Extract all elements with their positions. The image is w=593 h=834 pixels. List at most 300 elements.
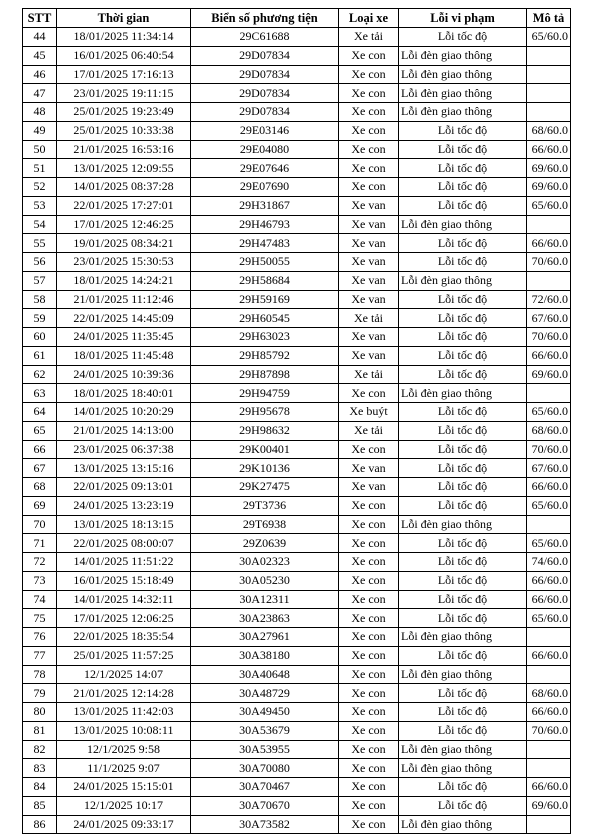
cell-plate: 30A27961 bbox=[191, 628, 339, 647]
cell-stt: 83 bbox=[23, 759, 57, 778]
table-body bbox=[23, 28, 571, 834]
cell-type: Xe buýt bbox=[339, 403, 399, 422]
cell-time: 18/01/2025 14:24:21 bbox=[57, 271, 191, 290]
table-row bbox=[23, 140, 571, 159]
cell-type: Xe con bbox=[339, 721, 399, 740]
cell-plate: 29C61688 bbox=[191, 28, 339, 47]
cell-plate: 29Z0639 bbox=[191, 534, 339, 553]
cell-stt: 46 bbox=[23, 65, 57, 84]
cell-time: 11/1/2025 9:07 bbox=[57, 759, 191, 778]
cell-time: 21/01/2025 16:53:16 bbox=[57, 140, 191, 159]
cell-plate: 30A12311 bbox=[191, 590, 339, 609]
cell-stt: 45 bbox=[23, 46, 57, 65]
table-row bbox=[23, 478, 571, 497]
cell-type: Xe con bbox=[339, 159, 399, 178]
cell-time: 18/01/2025 18:40:01 bbox=[57, 384, 191, 403]
cell-desc: 65/60.0 bbox=[527, 534, 571, 553]
cell-time: 13/01/2025 12:09:55 bbox=[57, 159, 191, 178]
cell-plate: 30A23863 bbox=[191, 609, 339, 628]
cell-plate: 29D07834 bbox=[191, 46, 339, 65]
cell-stt: 84 bbox=[23, 778, 57, 797]
cell-time: 24/01/2025 09:33:17 bbox=[57, 815, 191, 834]
cell-stt: 54 bbox=[23, 215, 57, 234]
cell-type: Xe con bbox=[339, 759, 399, 778]
cell-viol: Lỗi đèn giao thông bbox=[399, 65, 527, 84]
cell-time: 18/01/2025 11:45:48 bbox=[57, 346, 191, 365]
table-row bbox=[23, 553, 571, 572]
cell-plate: 29H60545 bbox=[191, 309, 339, 328]
cell-type: Xe tải bbox=[339, 28, 399, 47]
cell-time: 25/01/2025 11:57:25 bbox=[57, 646, 191, 665]
cell-type: Xe con bbox=[339, 740, 399, 759]
cell-time: 17/01/2025 17:16:13 bbox=[57, 65, 191, 84]
table-row bbox=[23, 609, 571, 628]
cell-desc: 66/60.0 bbox=[527, 234, 571, 253]
cell-stt: 61 bbox=[23, 346, 57, 365]
cell-type: Xe con bbox=[339, 703, 399, 722]
cell-desc: 70/60.0 bbox=[527, 721, 571, 740]
cell-stt: 86 bbox=[23, 815, 57, 834]
cell-desc bbox=[527, 515, 571, 534]
cell-desc: 72/60.0 bbox=[527, 290, 571, 309]
cell-desc: 68/60.0 bbox=[527, 684, 571, 703]
table-row bbox=[23, 65, 571, 84]
cell-type: Xe con bbox=[339, 815, 399, 834]
cell-plate: 29H63023 bbox=[191, 328, 339, 347]
cell-desc: 65/60.0 bbox=[527, 609, 571, 628]
table-row bbox=[23, 515, 571, 534]
cell-plate: 30A49450 bbox=[191, 703, 339, 722]
header-violation: Lỗi vi phạm bbox=[399, 9, 527, 28]
cell-stt: 77 bbox=[23, 646, 57, 665]
cell-desc: 68/60.0 bbox=[527, 421, 571, 440]
cell-time: 23/01/2025 19:11:15 bbox=[57, 84, 191, 103]
cell-type: Xe van bbox=[339, 459, 399, 478]
cell-type: Xe van bbox=[339, 478, 399, 497]
cell-time: 14/01/2025 14:32:11 bbox=[57, 590, 191, 609]
cell-time: 25/01/2025 19:23:49 bbox=[57, 103, 191, 122]
cell-stt: 80 bbox=[23, 703, 57, 722]
cell-desc: 70/60.0 bbox=[527, 253, 571, 272]
table-row bbox=[23, 309, 571, 328]
cell-stt: 66 bbox=[23, 440, 57, 459]
cell-time: 23/01/2025 06:37:38 bbox=[57, 440, 191, 459]
cell-viol: Lỗi đèn giao thông bbox=[399, 515, 527, 534]
table-header bbox=[23, 9, 571, 28]
cell-viol: Lỗi tốc độ bbox=[399, 609, 527, 628]
cell-desc bbox=[527, 271, 571, 290]
cell-stt: 72 bbox=[23, 553, 57, 572]
cell-stt: 53 bbox=[23, 196, 57, 215]
cell-stt: 74 bbox=[23, 590, 57, 609]
cell-desc bbox=[527, 665, 571, 684]
cell-viol: Lỗi tốc độ bbox=[399, 159, 527, 178]
cell-time: 22/01/2025 17:27:01 bbox=[57, 196, 191, 215]
cell-plate: 30A05230 bbox=[191, 571, 339, 590]
cell-desc: 66/60.0 bbox=[527, 346, 571, 365]
cell-time: 14/01/2025 08:37:28 bbox=[57, 178, 191, 197]
cell-plate: 29E07690 bbox=[191, 178, 339, 197]
cell-type: Xe con bbox=[339, 628, 399, 647]
cell-plate: 29D07834 bbox=[191, 84, 339, 103]
cell-viol: Lỗi tốc độ bbox=[399, 534, 527, 553]
cell-viol: Lỗi tốc độ bbox=[399, 703, 527, 722]
cell-plate: 29H47483 bbox=[191, 234, 339, 253]
cell-plate: 29D07834 bbox=[191, 103, 339, 122]
cell-plate: 29K27475 bbox=[191, 478, 339, 497]
cell-type: Xe con bbox=[339, 121, 399, 140]
cell-type: Xe van bbox=[339, 253, 399, 272]
cell-desc: 65/60.0 bbox=[527, 403, 571, 422]
cell-type: Xe con bbox=[339, 796, 399, 815]
cell-plate: 29E04080 bbox=[191, 140, 339, 159]
table-row bbox=[23, 778, 571, 797]
cell-viol: Lỗi tốc độ bbox=[399, 421, 527, 440]
cell-stt: 73 bbox=[23, 571, 57, 590]
cell-plate: 29H94759 bbox=[191, 384, 339, 403]
cell-stt: 75 bbox=[23, 609, 57, 628]
cell-viol: Lỗi tốc độ bbox=[399, 290, 527, 309]
table-row bbox=[23, 740, 571, 759]
cell-desc: 66/60.0 bbox=[527, 140, 571, 159]
cell-desc: 67/60.0 bbox=[527, 309, 571, 328]
cell-plate: 30A70080 bbox=[191, 759, 339, 778]
cell-plate: 29H31867 bbox=[191, 196, 339, 215]
cell-stt: 58 bbox=[23, 290, 57, 309]
cell-stt: 50 bbox=[23, 140, 57, 159]
cell-stt: 62 bbox=[23, 365, 57, 384]
cell-viol: Lỗi đèn giao thông bbox=[399, 215, 527, 234]
cell-viol: Lỗi đèn giao thông bbox=[399, 271, 527, 290]
cell-desc: 65/60.0 bbox=[527, 28, 571, 47]
cell-time: 12/1/2025 9:58 bbox=[57, 740, 191, 759]
cell-plate: 29H58684 bbox=[191, 271, 339, 290]
table-row bbox=[23, 721, 571, 740]
cell-viol: Lỗi đèn giao thông bbox=[399, 815, 527, 834]
cell-stt: 59 bbox=[23, 309, 57, 328]
cell-type: Xe con bbox=[339, 515, 399, 534]
table-row bbox=[23, 459, 571, 478]
cell-plate: 30A70467 bbox=[191, 778, 339, 797]
cell-type: Xe con bbox=[339, 534, 399, 553]
cell-viol: Lỗi tốc độ bbox=[399, 721, 527, 740]
cell-viol: Lỗi tốc độ bbox=[399, 328, 527, 347]
table-row bbox=[23, 328, 571, 347]
cell-time: 17/01/2025 12:46:25 bbox=[57, 215, 191, 234]
cell-type: Xe con bbox=[339, 553, 399, 572]
cell-plate: 29H46793 bbox=[191, 215, 339, 234]
table-row bbox=[23, 796, 571, 815]
cell-stt: 63 bbox=[23, 384, 57, 403]
cell-stt: 52 bbox=[23, 178, 57, 197]
cell-viol: Lỗi đèn giao thông bbox=[399, 46, 527, 65]
table-row bbox=[23, 628, 571, 647]
cell-stt: 82 bbox=[23, 740, 57, 759]
table-row bbox=[23, 496, 571, 515]
cell-desc: 74/60.0 bbox=[527, 553, 571, 572]
table-row bbox=[23, 103, 571, 122]
header-plate: Biển số phương tiện bbox=[191, 9, 339, 28]
cell-plate: 30A53955 bbox=[191, 740, 339, 759]
cell-desc: 67/60.0 bbox=[527, 459, 571, 478]
cell-time: 21/01/2025 14:13:00 bbox=[57, 421, 191, 440]
cell-plate: 30A02323 bbox=[191, 553, 339, 572]
cell-stt: 85 bbox=[23, 796, 57, 815]
cell-time: 16/01/2025 06:40:54 bbox=[57, 46, 191, 65]
cell-time: 18/01/2025 11:34:14 bbox=[57, 28, 191, 47]
cell-type: Xe con bbox=[339, 609, 399, 628]
cell-desc bbox=[527, 103, 571, 122]
cell-time: 22/01/2025 08:00:07 bbox=[57, 534, 191, 553]
table-row bbox=[23, 346, 571, 365]
cell-stt: 55 bbox=[23, 234, 57, 253]
violations-table bbox=[22, 8, 571, 834]
cell-viol: Lỗi tốc độ bbox=[399, 196, 527, 215]
cell-plate: 29H85792 bbox=[191, 346, 339, 365]
cell-plate: 29T3736 bbox=[191, 496, 339, 515]
cell-stt: 78 bbox=[23, 665, 57, 684]
cell-viol: Lỗi tốc độ bbox=[399, 496, 527, 515]
cell-desc: 66/60.0 bbox=[527, 778, 571, 797]
table-row bbox=[23, 421, 571, 440]
cell-desc: 68/60.0 bbox=[527, 121, 571, 140]
cell-viol: Lỗi tốc độ bbox=[399, 796, 527, 815]
table-row bbox=[23, 365, 571, 384]
table-row bbox=[23, 46, 571, 65]
cell-viol: Lỗi tốc độ bbox=[399, 253, 527, 272]
table-row bbox=[23, 234, 571, 253]
cell-time: 16/01/2025 15:18:49 bbox=[57, 571, 191, 590]
table-row bbox=[23, 215, 571, 234]
cell-viol: Lỗi tốc độ bbox=[399, 121, 527, 140]
header-stt: STT bbox=[23, 9, 57, 28]
cell-time: 22/01/2025 18:35:54 bbox=[57, 628, 191, 647]
cell-type: Xe con bbox=[339, 384, 399, 403]
cell-time: 24/01/2025 13:23:19 bbox=[57, 496, 191, 515]
cell-plate: 30A38180 bbox=[191, 646, 339, 665]
cell-plate: 30A70670 bbox=[191, 796, 339, 815]
cell-desc: 66/60.0 bbox=[527, 590, 571, 609]
cell-time: 13/01/2025 13:15:16 bbox=[57, 459, 191, 478]
cell-stt: 57 bbox=[23, 271, 57, 290]
cell-desc: 69/60.0 bbox=[527, 178, 571, 197]
cell-plate: 29D07834 bbox=[191, 65, 339, 84]
table-row bbox=[23, 28, 571, 47]
table-row bbox=[23, 290, 571, 309]
cell-type: Xe van bbox=[339, 215, 399, 234]
cell-type: Xe tải bbox=[339, 309, 399, 328]
cell-desc bbox=[527, 84, 571, 103]
table-row bbox=[23, 271, 571, 290]
cell-stt: 79 bbox=[23, 684, 57, 703]
cell-desc bbox=[527, 215, 571, 234]
cell-type: Xe van bbox=[339, 234, 399, 253]
table-row bbox=[23, 665, 571, 684]
cell-time: 17/01/2025 12:06:25 bbox=[57, 609, 191, 628]
table-row bbox=[23, 571, 571, 590]
cell-viol: Lỗi tốc độ bbox=[399, 440, 527, 459]
table-row bbox=[23, 253, 571, 272]
cell-time: 12/1/2025 14:07 bbox=[57, 665, 191, 684]
header-row bbox=[23, 9, 571, 28]
cell-stt: 68 bbox=[23, 478, 57, 497]
cell-viol: Lỗi tốc độ bbox=[399, 553, 527, 572]
cell-plate: 29E03146 bbox=[191, 121, 339, 140]
cell-stt: 56 bbox=[23, 253, 57, 272]
cell-plate: 29H87898 bbox=[191, 365, 339, 384]
cell-viol: Lỗi tốc độ bbox=[399, 178, 527, 197]
cell-viol: Lỗi tốc độ bbox=[399, 28, 527, 47]
table-row bbox=[23, 384, 571, 403]
cell-viol: Lỗi đèn giao thông bbox=[399, 740, 527, 759]
cell-time: 14/01/2025 10:20:29 bbox=[57, 403, 191, 422]
cell-stt: 69 bbox=[23, 496, 57, 515]
cell-type: Xe con bbox=[339, 84, 399, 103]
cell-desc bbox=[527, 628, 571, 647]
cell-plate: 30A40648 bbox=[191, 665, 339, 684]
cell-type: Xe van bbox=[339, 290, 399, 309]
cell-time: 24/01/2025 10:39:36 bbox=[57, 365, 191, 384]
cell-stt: 64 bbox=[23, 403, 57, 422]
cell-time: 22/01/2025 14:45:09 bbox=[57, 309, 191, 328]
cell-desc bbox=[527, 46, 571, 65]
cell-desc: 66/60.0 bbox=[527, 478, 571, 497]
cell-time: 24/01/2025 15:15:01 bbox=[57, 778, 191, 797]
cell-plate: 29T6938 bbox=[191, 515, 339, 534]
cell-viol: Lỗi tốc độ bbox=[399, 571, 527, 590]
table-row bbox=[23, 815, 571, 834]
cell-viol: Lỗi tốc độ bbox=[399, 234, 527, 253]
table-row bbox=[23, 178, 571, 197]
cell-desc: 66/60.0 bbox=[527, 646, 571, 665]
cell-type: Xe van bbox=[339, 346, 399, 365]
cell-viol: Lỗi tốc độ bbox=[399, 403, 527, 422]
cell-stt: 49 bbox=[23, 121, 57, 140]
table-row bbox=[23, 84, 571, 103]
cell-type: Xe con bbox=[339, 778, 399, 797]
cell-stt: 70 bbox=[23, 515, 57, 534]
cell-time: 23/01/2025 15:30:53 bbox=[57, 253, 191, 272]
table-row bbox=[23, 646, 571, 665]
cell-type: Xe con bbox=[339, 665, 399, 684]
cell-desc: 65/60.0 bbox=[527, 196, 571, 215]
cell-time: 14/01/2025 11:51:22 bbox=[57, 553, 191, 572]
cell-time: 22/01/2025 09:13:01 bbox=[57, 478, 191, 497]
cell-stt: 47 bbox=[23, 84, 57, 103]
cell-time: 21/01/2025 11:12:46 bbox=[57, 290, 191, 309]
cell-type: Xe tải bbox=[339, 421, 399, 440]
cell-type: Xe con bbox=[339, 496, 399, 515]
table-row bbox=[23, 590, 571, 609]
cell-stt: 71 bbox=[23, 534, 57, 553]
cell-desc: 69/60.0 bbox=[527, 796, 571, 815]
cell-type: Xe con bbox=[339, 140, 399, 159]
cell-time: 19/01/2025 08:34:21 bbox=[57, 234, 191, 253]
cell-desc bbox=[527, 815, 571, 834]
cell-viol: Lỗi tốc độ bbox=[399, 365, 527, 384]
cell-viol: Lỗi tốc độ bbox=[399, 684, 527, 703]
table-row bbox=[23, 534, 571, 553]
table-row bbox=[23, 440, 571, 459]
cell-viol: Lỗi tốc độ bbox=[399, 646, 527, 665]
cell-plate: 29K00401 bbox=[191, 440, 339, 459]
cell-viol: Lỗi tốc độ bbox=[399, 590, 527, 609]
cell-stt: 60 bbox=[23, 328, 57, 347]
cell-plate: 30A53679 bbox=[191, 721, 339, 740]
cell-type: Xe van bbox=[339, 196, 399, 215]
cell-viol: Lỗi đèn giao thông bbox=[399, 384, 527, 403]
cell-stt: 48 bbox=[23, 103, 57, 122]
cell-type: Xe con bbox=[339, 590, 399, 609]
cell-type: Xe van bbox=[339, 328, 399, 347]
cell-type: Xe con bbox=[339, 65, 399, 84]
cell-time: 24/01/2025 11:35:45 bbox=[57, 328, 191, 347]
cell-desc: 66/60.0 bbox=[527, 571, 571, 590]
cell-plate: 29E07646 bbox=[191, 159, 339, 178]
cell-viol: Lỗi tốc độ bbox=[399, 309, 527, 328]
cell-desc bbox=[527, 740, 571, 759]
cell-desc: 69/60.0 bbox=[527, 159, 571, 178]
cell-time: 12/1/2025 10:17 bbox=[57, 796, 191, 815]
cell-type: Xe tải bbox=[339, 365, 399, 384]
cell-plate: 29K10136 bbox=[191, 459, 339, 478]
cell-time: 25/01/2025 10:33:38 bbox=[57, 121, 191, 140]
cell-viol: Lỗi tốc độ bbox=[399, 778, 527, 797]
cell-viol: Lỗi tốc độ bbox=[399, 346, 527, 365]
cell-time: 13/01/2025 18:13:15 bbox=[57, 515, 191, 534]
table-row bbox=[23, 121, 571, 140]
cell-plate: 30A48729 bbox=[191, 684, 339, 703]
cell-viol: Lỗi tốc độ bbox=[399, 478, 527, 497]
header-vehicle-type: Loại xe bbox=[339, 9, 399, 28]
table-row bbox=[23, 403, 571, 422]
cell-viol: Lỗi đèn giao thông bbox=[399, 665, 527, 684]
cell-type: Xe con bbox=[339, 684, 399, 703]
table-row bbox=[23, 159, 571, 178]
cell-desc bbox=[527, 65, 571, 84]
cell-viol: Lỗi tốc độ bbox=[399, 140, 527, 159]
header-description: Mô tả bbox=[527, 9, 571, 28]
cell-stt: 67 bbox=[23, 459, 57, 478]
cell-type: Xe con bbox=[339, 571, 399, 590]
cell-plate: 30A73582 bbox=[191, 815, 339, 834]
cell-desc: 65/60.0 bbox=[527, 496, 571, 515]
cell-viol: Lỗi tốc độ bbox=[399, 459, 527, 478]
cell-plate: 29H59169 bbox=[191, 290, 339, 309]
cell-desc: 66/60.0 bbox=[527, 703, 571, 722]
cell-type: Xe con bbox=[339, 178, 399, 197]
table-row bbox=[23, 759, 571, 778]
cell-type: Xe van bbox=[339, 271, 399, 290]
cell-plate: 29H95678 bbox=[191, 403, 339, 422]
header-time: Thời gian bbox=[57, 9, 191, 28]
cell-type: Xe con bbox=[339, 103, 399, 122]
cell-viol: Lỗi đèn giao thông bbox=[399, 628, 527, 647]
table-row bbox=[23, 684, 571, 703]
cell-plate: 29H98632 bbox=[191, 421, 339, 440]
table-row bbox=[23, 703, 571, 722]
cell-type: Xe con bbox=[339, 440, 399, 459]
cell-desc bbox=[527, 759, 571, 778]
cell-plate: 29H50055 bbox=[191, 253, 339, 272]
table-row bbox=[23, 196, 571, 215]
cell-type: Xe con bbox=[339, 646, 399, 665]
cell-time: 13/01/2025 10:08:11 bbox=[57, 721, 191, 740]
cell-stt: 51 bbox=[23, 159, 57, 178]
cell-stt: 44 bbox=[23, 28, 57, 47]
cell-stt: 76 bbox=[23, 628, 57, 647]
cell-stt: 81 bbox=[23, 721, 57, 740]
